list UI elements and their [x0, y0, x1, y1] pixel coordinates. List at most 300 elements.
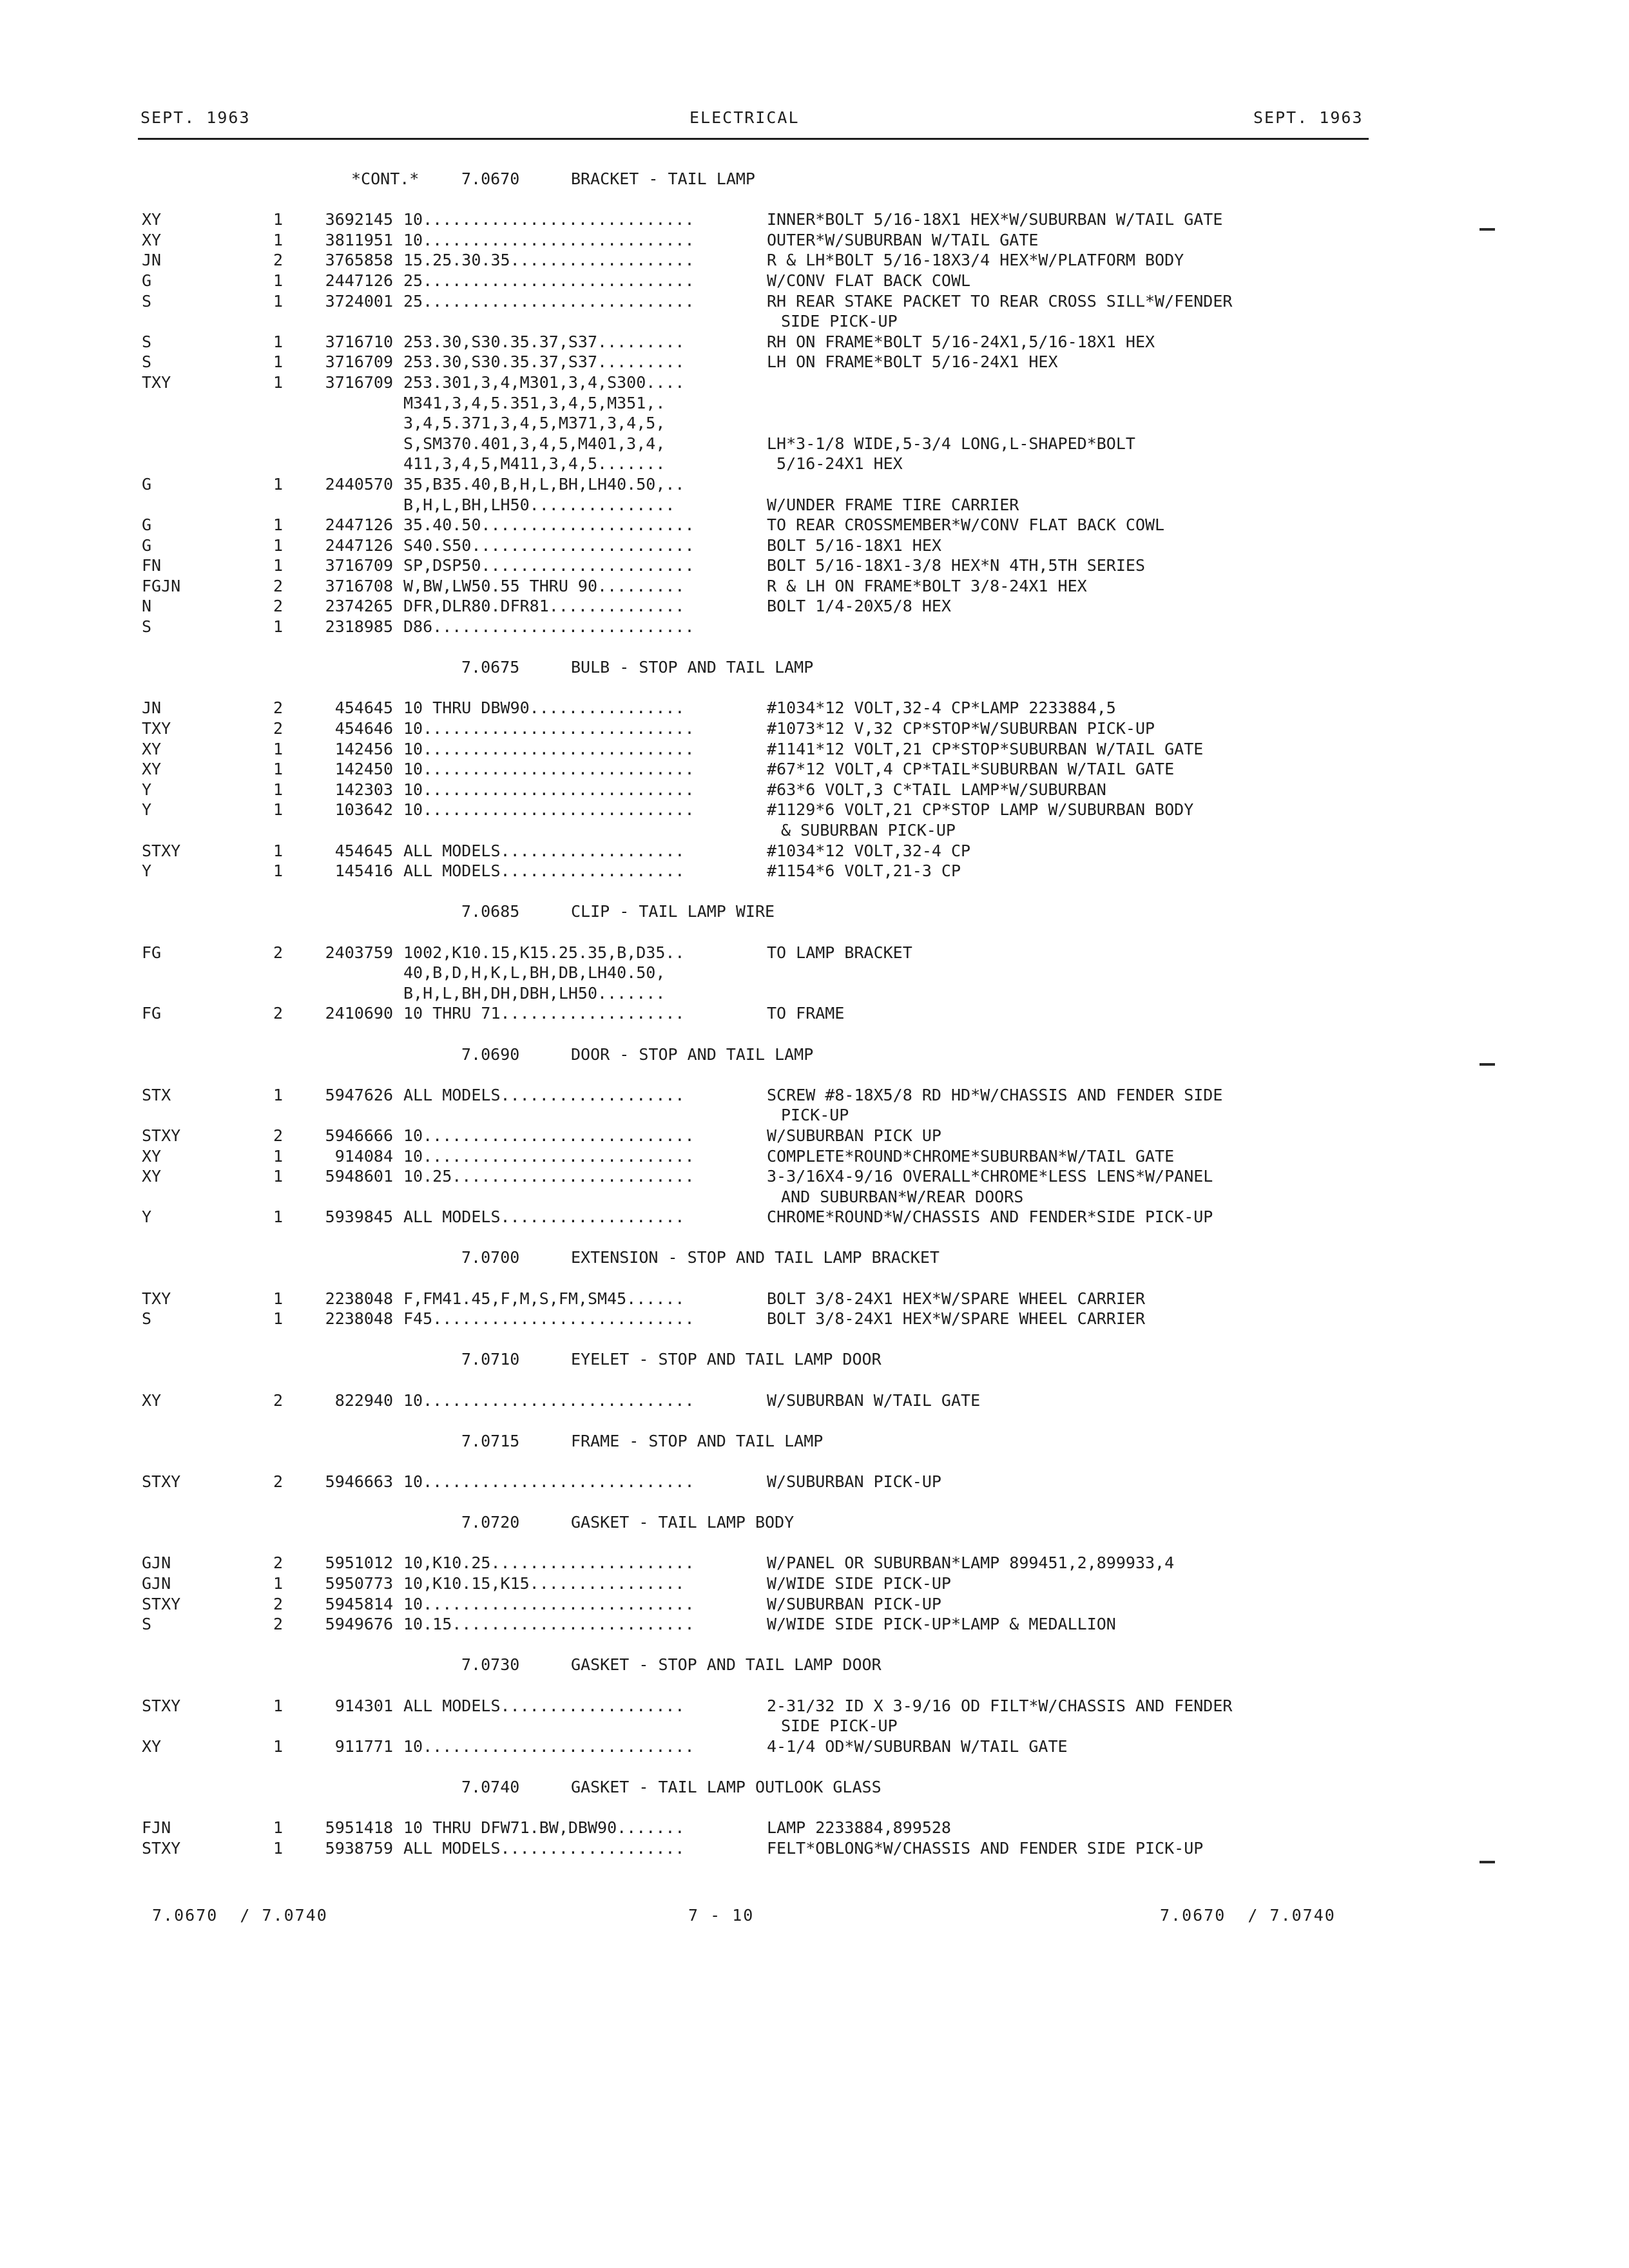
part-number: 5948601 — [325, 1167, 393, 1186]
part-number: 914301 — [334, 1696, 393, 1715]
model-code: G — [142, 515, 152, 535]
section-title: CLIP - TAIL LAMP WIRE — [571, 902, 775, 921]
part-description: #1141*12 VOLT,21 CP*STOP*SUBURBAN W/TAIL GATE — [767, 739, 1204, 758]
spacer — [0, 1268, 1629, 1289]
part-description: 4-1/4 OD*W/SUBURBAN W/TAIL GATE — [767, 1736, 1068, 1756]
part-number: 2447126 — [325, 271, 393, 290]
section-number: 7.0690 — [461, 1044, 520, 1064]
section-heading — [0, 901, 1629, 922]
model-code: XY — [142, 210, 162, 229]
part-description: #1154*6 VOLT,21-3 CP — [767, 861, 961, 881]
model-applicability: ALL MODELS................... — [403, 861, 685, 881]
part-description-continued: & SUBURBAN PICK-UP — [781, 821, 956, 840]
model-applicability-continued: B,H,L,BH,LH50............... — [403, 495, 675, 514]
model-applicability: D86........................... — [403, 617, 695, 637]
model-code: FN — [142, 556, 162, 575]
section-number: 7.0710 — [461, 1350, 520, 1369]
table-row-continuation — [0, 1716, 1629, 1736]
quantity: 1 — [273, 474, 284, 494]
part-number: 5939845 — [325, 1207, 393, 1227]
table-row — [0, 535, 1629, 556]
part-description: RH ON FRAME*BOLT 5/16-24X1,5/16-18X1 HEX — [767, 332, 1155, 351]
model-code: FGJN — [142, 576, 181, 595]
quantity: 1 — [273, 230, 284, 249]
model-applicability: 10............................ — [403, 760, 695, 779]
model-applicability: ALL MODELS................... — [403, 1838, 685, 1858]
quantity: 1 — [273, 210, 284, 229]
model-applicability: 1002,K10.15,K15.25.35,B,D35.. — [403, 943, 685, 962]
model-applicability: 35.40.50...................... — [403, 515, 695, 535]
model-applicability: 253.30,S30.35.37,S37......... — [403, 332, 685, 351]
model-applicability: ALL MODELS................... — [403, 1696, 685, 1715]
model-code: XY — [142, 1390, 162, 1410]
quantity: 2 — [273, 251, 284, 270]
footer-range-right: 7.0670 / 7.0740 — [1160, 1906, 1336, 1925]
header-date-right: SEPT. 1963 — [1253, 108, 1364, 127]
model-applicability: 10............................ — [403, 800, 695, 820]
table-row — [0, 1166, 1629, 1187]
model-applicability-continued: B,H,L,BH,DH,DBH,LH50....... — [403, 983, 666, 1003]
model-code: N — [142, 597, 152, 616]
part-description: INNER*BOLT 5/16-18X1 HEX*W/SUBURBAN W/TAIL GATE — [767, 210, 1223, 229]
part-description-continued: AND SUBURBAN*W/REAR DOORS — [781, 1187, 1024, 1206]
model-code: FJN — [142, 1818, 171, 1838]
table-row-continuation — [0, 1187, 1629, 1207]
part-number: 5949676 — [325, 1615, 393, 1634]
quantity: 1 — [273, 515, 284, 535]
quantity: 1 — [273, 617, 284, 637]
model-code: S — [142, 617, 152, 637]
part-number: 3765858 — [325, 251, 393, 270]
model-code: XY — [142, 230, 162, 249]
part-number: 2318985 — [325, 617, 393, 637]
quantity: 1 — [273, 332, 284, 351]
table-row — [0, 739, 1629, 760]
part-description: #67*12 VOLT,4 CP*TAIL*SUBURBAN W/TAIL GATE — [767, 760, 1175, 779]
part-number: 2374265 — [325, 597, 393, 616]
part-description: COMPLETE*ROUND*CHROME*SUBURBAN*W/TAIL GATE — [767, 1146, 1175, 1166]
quantity: 1 — [273, 800, 284, 820]
part-number: 2238048 — [325, 1289, 393, 1308]
quantity: 2 — [273, 1126, 284, 1145]
quantity: 2 — [273, 943, 284, 962]
model-applicability: 10............................ — [403, 1594, 695, 1613]
model-applicability: DFR,DLR80.DFR81.............. — [403, 597, 685, 616]
spacer — [0, 1798, 1629, 1818]
spacer — [0, 1227, 1629, 1248]
quantity: 1 — [273, 291, 284, 311]
part-description-continued: 5/16-24X1 HEX — [767, 454, 903, 474]
quantity: 1 — [273, 780, 284, 799]
table-row — [0, 718, 1629, 739]
margin-mark — [1480, 1861, 1495, 1863]
table-row — [0, 1472, 1629, 1492]
part-description: FELT*OBLONG*W/CHASSIS AND FENDER SIDE PICK-UP — [767, 1838, 1204, 1858]
table-row-continuation — [0, 434, 1629, 454]
table-row — [0, 1126, 1629, 1146]
model-code: XY — [142, 1736, 162, 1756]
table-row — [0, 1573, 1629, 1594]
part-number: 5951418 — [325, 1818, 393, 1838]
model-applicability: 10,K10.25..................... — [403, 1553, 695, 1573]
section-number: 7.0675 — [461, 658, 520, 677]
table-row — [0, 1818, 1629, 1838]
model-code: Y — [142, 780, 152, 799]
part-description: 2-31/32 ID X 3-9/16 OD FILT*W/CHASSIS AND FENDER — [767, 1696, 1233, 1715]
part-description: OUTER*W/SUBURBAN W/TAIL GATE — [767, 230, 1039, 249]
part-description: TO FRAME — [767, 1004, 845, 1023]
model-applicability: 10............................ — [403, 230, 695, 249]
model-code: XY — [142, 1146, 162, 1166]
part-description: 3-3/16X4-9/16 OVERALL*CHROME*LESS LENS*W/PANEL — [767, 1167, 1213, 1186]
model-applicability: 253.301,3,4,M301,3,4,S300.... — [403, 372, 685, 392]
part-description: TO LAMP BRACKET — [767, 943, 912, 962]
part-number: 2447126 — [325, 535, 393, 555]
table-row — [0, 555, 1629, 576]
part-description-continued: SIDE PICK-UP — [781, 312, 898, 331]
model-code: FG — [142, 943, 162, 962]
part-number: 914084 — [334, 1146, 393, 1166]
table-row — [0, 1289, 1629, 1309]
model-code: GJN — [142, 1553, 171, 1573]
part-number: 5946663 — [325, 1472, 393, 1491]
table-row — [0, 332, 1629, 352]
quantity: 1 — [273, 1207, 284, 1227]
quantity: 2 — [273, 1390, 284, 1410]
model-code: G — [142, 535, 152, 555]
part-description-continued: W/UNDER FRAME TIRE CARRIER — [767, 495, 1019, 514]
model-code: STXY — [142, 1594, 181, 1613]
table-row — [0, 1003, 1629, 1024]
model-applicability: 10 THRU DFW71.BW,DBW90....... — [403, 1818, 685, 1838]
model-code: TXY — [142, 1289, 171, 1308]
table-row — [0, 1207, 1629, 1227]
part-description: BOLT 3/8-24X1 HEX*W/SPARE WHEEL CARRIER — [767, 1289, 1145, 1308]
quantity: 1 — [273, 1573, 284, 1593]
section-title: GASKET - TAIL LAMP BODY — [571, 1513, 795, 1532]
section-heading — [0, 1044, 1629, 1065]
spacer — [0, 1756, 1629, 1777]
table-row — [0, 841, 1629, 861]
model-code: STXY — [142, 1838, 181, 1858]
part-description: W/SUBURBAN PICK-UP — [767, 1594, 941, 1613]
part-number: 3724001 — [325, 291, 393, 311]
quantity: 1 — [273, 1696, 284, 1715]
part-description: BOLT 5/16-18X1 HEX — [767, 535, 941, 555]
spacer — [0, 1492, 1629, 1513]
footer-page-number: 7 - 10 — [688, 1906, 755, 1925]
section-number: 7.0730 — [461, 1655, 520, 1675]
part-description: W/CONV FLAT BACK COWL — [767, 271, 971, 290]
part-number: 5938759 — [325, 1838, 393, 1858]
table-row-continuation — [0, 311, 1629, 332]
part-description: W/SUBURBAN PICK-UP — [767, 1472, 941, 1491]
part-number: 454646 — [334, 719, 393, 738]
part-description: BOLT 1/4-20X5/8 HEX — [767, 597, 951, 616]
part-number: 5951012 — [325, 1553, 393, 1573]
part-number: 3716708 — [325, 576, 393, 595]
model-applicability: 10............................ — [403, 1736, 695, 1756]
quantity: 1 — [273, 352, 284, 372]
model-applicability: 10.25......................... — [403, 1167, 695, 1186]
section-heading — [0, 1349, 1629, 1370]
margin-mark — [1480, 1063, 1495, 1066]
model-code: TXY — [142, 372, 171, 392]
model-code: STX — [142, 1085, 171, 1104]
table-row-continuation — [0, 983, 1629, 1004]
spacer — [0, 1410, 1629, 1431]
model-applicability-continued: 3,4,5.371,3,4,5,M371,3,4,5, — [403, 414, 666, 433]
header-title: ELECTRICAL — [689, 108, 800, 127]
part-number: 2403759 — [325, 943, 393, 962]
model-applicability: 10 THRU DBW90................ — [403, 698, 685, 718]
model-code: S — [142, 291, 152, 311]
quantity: 1 — [273, 1818, 284, 1838]
part-number: 5947626 — [325, 1085, 393, 1104]
table-row — [0, 474, 1629, 495]
part-description: SCREW #8-18X5/8 RD HD*W/CHASSIS AND FENDER SIDE — [767, 1085, 1223, 1104]
table-row — [0, 1736, 1629, 1757]
quantity: 1 — [273, 556, 284, 575]
part-number: 454645 — [334, 841, 393, 860]
quantity: 1 — [273, 1289, 284, 1308]
quantity: 1 — [273, 1146, 284, 1166]
model-code: XY — [142, 760, 162, 779]
model-applicability: 10............................ — [403, 780, 695, 799]
quantity: 2 — [273, 698, 284, 718]
table-row — [0, 271, 1629, 291]
model-code: STXY — [142, 1472, 181, 1491]
model-code: S — [142, 332, 152, 351]
model-applicability: 10............................ — [403, 1146, 695, 1166]
model-code: STXY — [142, 841, 181, 860]
model-applicability: S40.S50....................... — [403, 535, 695, 555]
table-row — [0, 209, 1629, 230]
table-row — [0, 617, 1629, 637]
quantity: 1 — [273, 760, 284, 779]
table-row — [0, 861, 1629, 881]
part-description: #1129*6 VOLT,21 CP*STOP LAMP W/SUBURBAN BODY — [767, 800, 1194, 820]
model-applicability-continued: 40,B,D,H,K,L,BH,DB,LH40.50, — [403, 963, 666, 983]
part-description: BOLT 5/16-18X1-3/8 HEX*N 4TH,5TH SERIES — [767, 556, 1145, 575]
model-code: S — [142, 1615, 152, 1634]
table-row-continuation — [0, 413, 1629, 434]
table-row — [0, 759, 1629, 780]
model-applicability-continued: M341,3,4,5.351,3,4,5,M351,. — [403, 393, 666, 412]
part-number: 5950773 — [325, 1573, 393, 1593]
model-applicability: SP,DSP50...................... — [403, 556, 695, 575]
model-applicability: 10............................ — [403, 719, 695, 738]
quantity: 1 — [273, 1736, 284, 1756]
part-number: 3692145 — [325, 210, 393, 229]
model-applicability: 10............................ — [403, 1126, 695, 1145]
model-code: STXY — [142, 1126, 181, 1145]
part-number: 142456 — [334, 739, 393, 758]
model-applicability: ALL MODELS................... — [403, 1085, 685, 1104]
header-date-left: SEPT. 1963 — [140, 108, 251, 127]
section-heading — [0, 1777, 1629, 1798]
model-applicability: ALL MODELS................... — [403, 1207, 685, 1227]
footer-range-left: 7.0670 / 7.0740 — [152, 1906, 328, 1925]
part-number: 142450 — [334, 760, 393, 779]
part-description: CHROME*ROUND*W/CHASSIS AND FENDER*SIDE PICK-UP — [767, 1207, 1213, 1227]
part-number: 911771 — [334, 1736, 393, 1756]
part-description: TO REAR CROSSMEMBER*W/CONV FLAT BACK COWL — [767, 515, 1165, 535]
quantity: 1 — [273, 1167, 284, 1186]
model-code: JN — [142, 698, 162, 718]
section-heading — [0, 657, 1629, 678]
quantity: 1 — [273, 1085, 284, 1104]
table-row-continuation — [0, 495, 1629, 515]
table-row — [0, 1309, 1629, 1329]
spacer — [0, 189, 1629, 210]
part-description: W/WIDE SIDE PICK-UP*LAMP & MEDALLION — [767, 1615, 1116, 1634]
table-row — [0, 1146, 1629, 1167]
part-description: LH ON FRAME*BOLT 5/16-24X1 HEX — [767, 352, 1058, 372]
section-title: FRAME - STOP AND TAIL LAMP — [571, 1431, 824, 1450]
model-code: FG — [142, 1004, 162, 1023]
part-number: 2447126 — [325, 515, 393, 535]
part-description: #1034*12 VOLT,32-4 CP*LAMP 2233884,5 — [767, 698, 1116, 718]
table-row — [0, 780, 1629, 800]
section-title: EYELET - STOP AND TAIL LAMP DOOR — [571, 1350, 882, 1369]
part-number: 2440570 — [325, 474, 393, 494]
model-code: XY — [142, 739, 162, 758]
table-row — [0, 800, 1629, 820]
table-row — [0, 230, 1629, 251]
table-row — [0, 250, 1629, 271]
quantity: 1 — [273, 372, 284, 392]
model-applicability: 10.15......................... — [403, 1615, 695, 1634]
section-heading — [0, 1512, 1629, 1533]
part-description: #1034*12 VOLT,32-4 CP — [767, 841, 971, 860]
spacer — [0, 1024, 1629, 1044]
table-row-continuation — [0, 820, 1629, 841]
table-row — [0, 1390, 1629, 1411]
part-number: 822940 — [334, 1390, 393, 1410]
spacer — [0, 1329, 1629, 1350]
part-description-continued: PICK-UP — [781, 1106, 849, 1125]
section-title: BRACKET - TAIL LAMP — [571, 169, 755, 188]
part-number: 3811951 — [325, 230, 393, 249]
table-row-continuation — [0, 454, 1629, 474]
table-row-continuation — [0, 393, 1629, 414]
table-row — [0, 698, 1629, 718]
part-description: W/WIDE SIDE PICK-UP — [767, 1573, 951, 1593]
header-rule — [138, 138, 1369, 140]
model-applicability: 10............................ — [403, 210, 695, 229]
quantity: 1 — [273, 1838, 284, 1858]
model-applicability: F45........................... — [403, 1309, 695, 1329]
part-description-continued: LH*3-1/8 WIDE,5-3/4 LONG,L-SHAPED*BOLT — [767, 434, 1135, 453]
model-code: G — [142, 474, 152, 494]
model-applicability: 25............................ — [403, 271, 695, 290]
quantity: 1 — [273, 841, 284, 860]
spacer — [0, 637, 1629, 658]
section-title: GASKET - TAIL LAMP OUTLOOK GLASS — [571, 1777, 882, 1796]
model-applicability: 253.30,S30.35.37,S37......... — [403, 352, 685, 372]
quantity: 1 — [273, 271, 284, 290]
quantity: 2 — [273, 1004, 284, 1023]
spacer — [0, 1451, 1629, 1472]
table-row — [0, 372, 1629, 393]
part-description: RH REAR STAKE PACKET TO REAR CROSS SILL*W/FENDER — [767, 291, 1233, 311]
section-title: DOOR - STOP AND TAIL LAMP — [571, 1044, 814, 1064]
part-description: #63*6 VOLT,3 C*TAIL LAMP*W/SUBURBAN — [767, 780, 1106, 799]
model-applicability: 25............................ — [403, 291, 695, 311]
part-number: 3716710 — [325, 332, 393, 351]
spacer — [0, 881, 1629, 902]
part-number: 454645 — [334, 698, 393, 718]
model-code: GJN — [142, 1573, 171, 1593]
quantity: 2 — [273, 1553, 284, 1573]
section-continued-label: *CONT.* — [351, 169, 419, 188]
section-number: 7.0700 — [461, 1248, 520, 1267]
part-number: 2410690 — [325, 1004, 393, 1023]
model-code: STXY — [142, 1696, 181, 1715]
part-number: 103642 — [334, 800, 393, 820]
model-applicability: 15.25.30.35................... — [403, 251, 695, 270]
model-code: XY — [142, 1167, 162, 1186]
part-number: 3716709 — [325, 556, 393, 575]
model-applicability: 10 THRU 71................... — [403, 1004, 685, 1023]
model-applicability: 10............................ — [403, 739, 695, 758]
quantity: 2 — [273, 597, 284, 616]
model-applicability: W,BW,LW50.55 THRU 90......... — [403, 576, 685, 595]
model-code: TXY — [142, 719, 171, 738]
section-title: GASKET - STOP AND TAIL LAMP DOOR — [571, 1655, 882, 1675]
part-description: R & LH*BOLT 5/16-18X3/4 HEX*W/PLATFORM BODY — [767, 251, 1184, 270]
table-row — [0, 291, 1629, 312]
model-applicability-continued: 411,3,4,5,M411,3,4,5....... — [403, 454, 666, 474]
part-description: W/PANEL OR SUBURBAN*LAMP 899451,2,899933,4 — [767, 1553, 1175, 1573]
part-description: BOLT 3/8-24X1 HEX*W/SPARE WHEEL CARRIER — [767, 1309, 1145, 1329]
part-description-continued: SIDE PICK-UP — [781, 1716, 898, 1736]
model-code: Y — [142, 800, 152, 820]
spacer — [0, 1675, 1629, 1696]
part-number: 3716709 — [325, 352, 393, 372]
quantity: 2 — [273, 576, 284, 595]
part-number: 142303 — [334, 780, 393, 799]
section-number: 7.0685 — [461, 902, 520, 921]
model-code: JN — [142, 251, 162, 270]
parts-list — [0, 169, 1629, 1858]
model-applicability: 35,B35.40,B,H,L,BH,LH40.50,.. — [403, 474, 685, 494]
table-row-continuation — [0, 1105, 1629, 1126]
table-row — [0, 1594, 1629, 1615]
part-description: #1073*12 V,32 CP*STOP*W/SUBURBAN PICK-UP — [767, 719, 1155, 738]
quantity: 2 — [273, 719, 284, 738]
quantity: 2 — [273, 1594, 284, 1613]
spacer — [0, 1370, 1629, 1390]
spacer — [0, 1064, 1629, 1085]
table-row — [0, 1085, 1629, 1106]
model-code: Y — [142, 1207, 152, 1227]
table-row-continuation — [0, 963, 1629, 983]
table-row — [0, 943, 1629, 963]
section-heading — [0, 169, 1629, 189]
quantity: 2 — [273, 1472, 284, 1491]
model-applicability: F,FM41.45,F,M,S,FM,SM45...... — [403, 1289, 685, 1308]
margin-mark — [1480, 228, 1495, 231]
section-title: EXTENSION - STOP AND TAIL LAMP BRACKET — [571, 1248, 940, 1267]
section-number: 7.0670 — [461, 169, 520, 188]
spacer — [0, 922, 1629, 943]
model-code: G — [142, 271, 152, 290]
section-number: 7.0715 — [461, 1431, 520, 1450]
model-applicability: ALL MODELS................... — [403, 841, 685, 860]
quantity: 1 — [273, 1309, 284, 1329]
